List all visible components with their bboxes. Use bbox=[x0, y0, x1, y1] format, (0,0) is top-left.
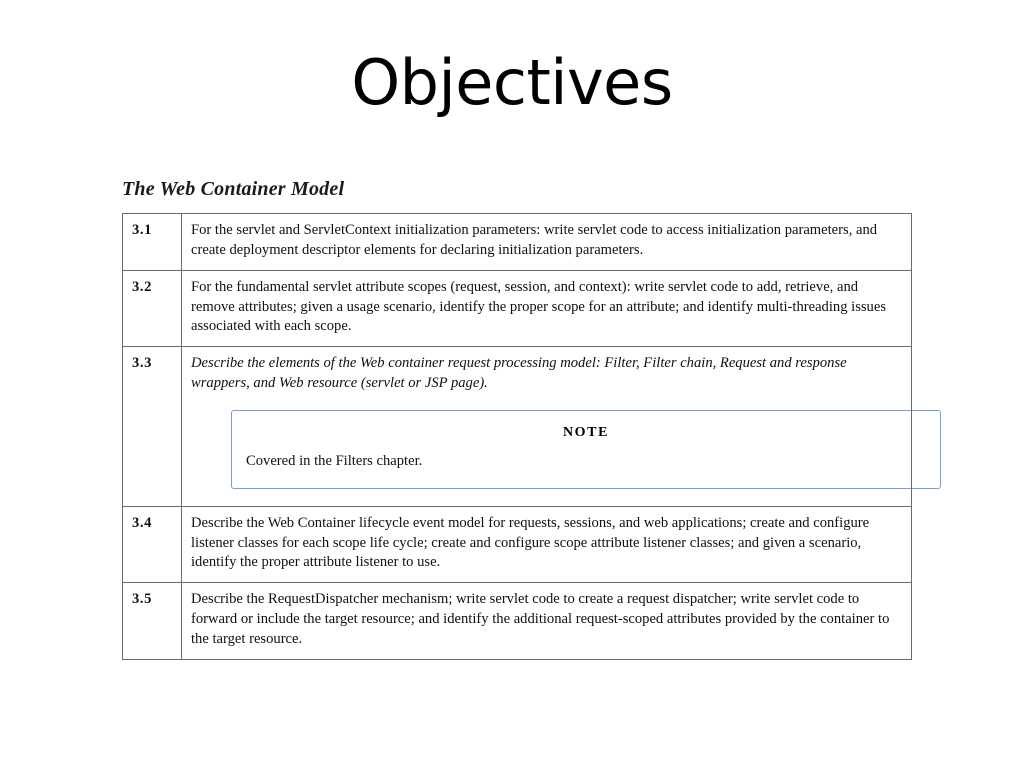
objective-number: 3.4 bbox=[123, 506, 182, 583]
table-row bbox=[123, 270, 912, 347]
table-row bbox=[123, 583, 912, 660]
web-container-model-block bbox=[122, 178, 912, 660]
note-title: NOTE bbox=[562, 424, 610, 440]
objective-text: For the servlet and ServletContext initialization parameters: write servlet code to access initialization parameters, and create deployment descriptor elements for declaring initialization parameters. bbox=[182, 214, 912, 271]
objective-number: 3.2 bbox=[123, 270, 182, 347]
objective-text: Describe the RequestDispatcher mechanism; write servlet code to create a request dispatcher; write servlet code to forward or include the target resource; and identify the additional request-scoped attributes provided by the container to the target resource. bbox=[182, 583, 912, 660]
objective-text: For the fundamental servlet attribute scopes (request, session, and context): write servlet code to add, retrieve, and remove attributes; given a usage scenario, identify the proper scope for an attribute; and identify multi-threading issues associated with each scope. bbox=[182, 270, 912, 347]
note-box bbox=[231, 410, 941, 489]
objective-text: Describe the elements of the Web container request processing model: Filter, Filter chain, Request and response wrappers, and Web resource (servlet or JSP page). bbox=[191, 355, 847, 392]
objective-cell-with-note bbox=[182, 347, 912, 507]
table-row bbox=[123, 214, 912, 271]
table-row bbox=[123, 347, 912, 507]
objective-number: 3.5 bbox=[123, 583, 182, 660]
objectives-table bbox=[122, 213, 912, 660]
note-text: Covered in the Filters chapter. bbox=[246, 452, 423, 469]
table-row bbox=[123, 506, 912, 583]
objective-number: 3.3 bbox=[123, 347, 182, 507]
section-heading: The Web Container Model bbox=[122, 178, 345, 200]
page-title: Objectives bbox=[351, 46, 673, 119]
objective-text: Describe the Web Container lifecycle event model for requests, sessions, and web applications; create and configure listener classes for each scope life cycle; create and configure scope attribute listener classes; and given a scenario, identify the proper attribute listener to use. bbox=[182, 506, 912, 583]
objective-number: 3.1 bbox=[123, 214, 182, 271]
